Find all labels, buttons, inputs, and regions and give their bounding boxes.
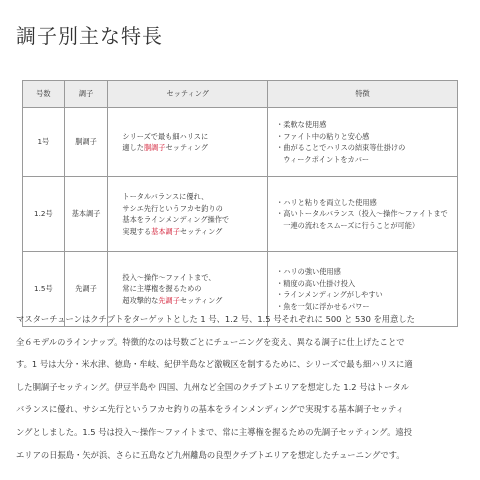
table-row — [23, 108, 458, 177]
page-title: 調子別主な特長 — [16, 24, 163, 48]
header-number: 号数 — [23, 81, 65, 108]
feature-line: 一連の流れをスムーズに行うことが可能） — [276, 220, 420, 230]
setting-line: 適した胴調子セッティング — [122, 143, 208, 152]
spec-table — [22, 80, 458, 327]
setting-line: 投入〜操作〜ファイトまで、 — [122, 272, 216, 282]
setting-line: 常に主導権を握るための — [122, 284, 202, 294]
setting-line: サシエ先行というフカセ釣りの — [122, 203, 223, 213]
row-number: 1.5号 — [23, 252, 65, 327]
header-action: 調子 — [64, 81, 108, 108]
header-setting: セッティング — [108, 81, 268, 108]
feature-line: ・ラインメンディングがしやすい — [276, 290, 383, 299]
row-number: 1号 — [23, 108, 65, 177]
row-setting — [108, 177, 268, 252]
feature-line: ・曲がることでハリスの結束等仕掛けの — [276, 143, 406, 152]
row-features — [268, 108, 458, 177]
table-row — [23, 177, 458, 252]
highlight-action: 先調子 — [158, 295, 180, 305]
table-header-row — [23, 81, 458, 108]
feature-line: ・ファイト中の粘りと安心感 — [276, 131, 370, 141]
description-line: 全６モデルのラインナップ。特徴的なのは号数ごとにチューニングを変え、異なる調子に仕上げたことで — [16, 336, 405, 347]
description-line: マスターチューンはクチブトをターゲットとした 1 号、1.2 号、1.5 号それぞれに 500 と 530 を用意した — [16, 314, 415, 324]
feature-line: ウィークポイントをカバー — [276, 154, 370, 164]
description-line: した胴調子セッティング。伊豆半島や 四国、九州など全国のクチブトエリアを想定した 1.2 号はトータル — [16, 381, 409, 392]
description-line: ングとしました。1.5 号は投入〜操作〜ファイトまで、常に主導権を握るための先調子セッティング。遠投 — [16, 426, 412, 437]
description-line: バランスに優れ、サシエ先行というフカセ釣りの基本をラインメンディングで実現する基本調子セッティ — [16, 404, 404, 415]
feature-line: ・ハリと粘りを両立した使用感 — [276, 197, 377, 207]
description-paragraph — [16, 308, 468, 466]
feature-line: ・高いトータルバランス（投入〜操作〜ファイトまで — [276, 209, 448, 219]
feature-line: ・精度の高い仕掛け投入 — [276, 278, 356, 288]
feature-line: ・魚を一気に浮かせるパワー — [276, 301, 370, 311]
setting-line: 基本をラインメンディング操作で — [122, 215, 230, 224]
setting-line: 実現する基本調子セッティング — [122, 226, 223, 236]
row-action: 基本調子 — [64, 177, 108, 252]
row-action: 胴調子 — [64, 108, 108, 177]
header-features: 特徴 — [268, 81, 458, 108]
highlight-action: 胴調子 — [143, 143, 166, 152]
feature-line: ・ハリの強い使用感 — [276, 267, 341, 276]
row-setting — [108, 108, 268, 177]
row-action: 先調子 — [64, 252, 108, 327]
setting-line: 超攻撃的な先調子セッティング — [122, 295, 223, 305]
setting-line: トータルバランスに優れ、 — [122, 192, 209, 201]
row-features — [268, 177, 458, 252]
row-number: 1.2号 — [23, 177, 65, 252]
feature-line: ・柔軟な使用感 — [276, 120, 327, 129]
description-line: す。1 号は大分・米水津、徳島・牟岐、紀伊半島など激戦区を制するために、シリーズで最も細ハリスに適 — [16, 359, 413, 370]
highlight-action: 基本調子 — [151, 226, 180, 236]
description-line: エリアの日振島・矢が浜、さらに五島など九州離島の良型クチブトエリアを想定したチューニングです。 — [16, 449, 405, 460]
setting-line: シリーズで最も細ハリスに — [122, 131, 209, 141]
